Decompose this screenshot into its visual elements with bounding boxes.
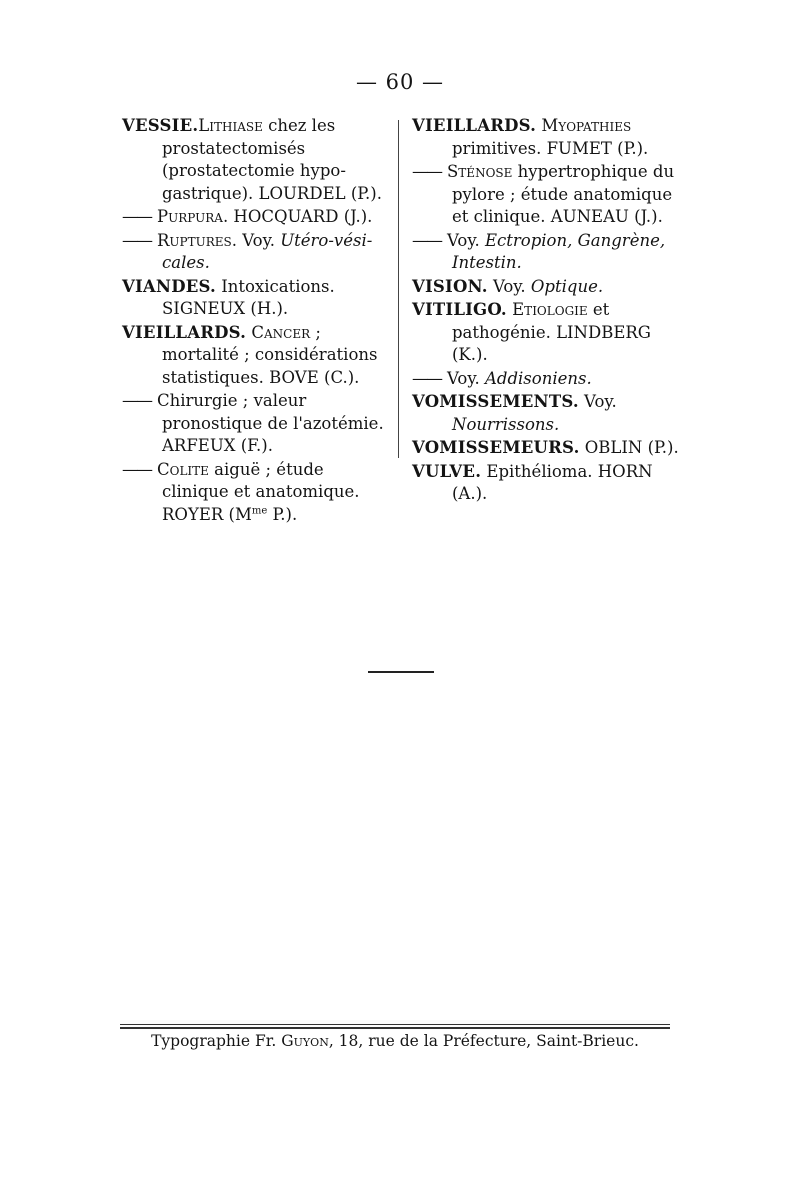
entry-keyword: VOMISSEMEURS. [412, 438, 580, 457]
entry-text: P.). [267, 504, 298, 524]
section-end-rule [368, 671, 434, 673]
entry-keyword: VOMISSEMENTS. [412, 392, 579, 411]
entry-text: Voy. [447, 368, 485, 388]
entry-text: Lithiase [198, 116, 263, 135]
index-entry [412, 437, 680, 460]
index-entry [412, 461, 680, 506]
entry-keyword: VIANDES. [122, 276, 216, 296]
entry-keyword: VULVE. [412, 461, 482, 481]
entry-text: Utéro-vésicales. [162, 230, 373, 272]
index-column-left [122, 115, 394, 527]
printer-footer [0, 1032, 790, 1050]
footer-rule-top [120, 1024, 670, 1025]
entry-keyword: VESSIE. [122, 116, 199, 135]
entry-text: chez les prostatectomisés (prostatectomie hypogastrique). LOURDEL (P.). [162, 116, 382, 203]
index-entry [412, 391, 680, 436]
repeat-dash: —— [122, 207, 151, 226]
entry-keyword: VIEILLARDS. [412, 116, 537, 135]
entry-text: Myopathies [541, 116, 632, 135]
entry-text: me [251, 505, 268, 516]
entry-text: Epithélioma. HORN (A.). [452, 461, 653, 503]
footer-address: , 18, rue de la Préfecture, Saint-Brieuc. [328, 1032, 639, 1050]
entry-text: Intoxications. SIGNEUX (H.). [162, 276, 335, 318]
footer-printer-name: Guyon [281, 1032, 329, 1050]
entry-text: Nourrissons. [452, 414, 560, 434]
repeat-dash: —— [122, 230, 151, 250]
entry-text: Etiologie [512, 300, 588, 319]
page-number: — 60 — [355, 70, 445, 94]
entry-text: . HOCQUARD (J.). [222, 207, 373, 226]
footer-rule-bottom [120, 1027, 670, 1029]
entry-text: Cancer [251, 322, 311, 342]
index-entry [122, 115, 394, 205]
column-divider [398, 120, 399, 458]
entry-text: aiguë ; étude clinique et anatomique. ROYER (M [162, 459, 360, 524]
footer-prefix: Typographie Fr. [151, 1032, 282, 1050]
entry-text: hypertrophique du pylore ; étude anatomique et clinique. AUNEAU (J.). [452, 162, 675, 226]
repeat-dash: —— [412, 368, 441, 388]
index-entry [412, 161, 680, 229]
entry-text: . Voy. [231, 230, 281, 250]
entry-text: Voy. [447, 230, 485, 250]
index-column-right [412, 115, 680, 507]
index-entry [122, 322, 394, 390]
entry-text: ; mortalité ; considérations statistiques. BOVE (C.). [162, 322, 378, 387]
index-entry [122, 206, 394, 229]
index-entry [412, 368, 680, 391]
entry-keyword: VISION. [412, 276, 488, 296]
entry-text: Colite [157, 459, 209, 479]
entry-keyword: VITILIGO. [412, 300, 507, 319]
entry-text: Voy. [487, 276, 531, 296]
entry-text: Ectropion, Gangrène, Intestin. [452, 230, 666, 272]
entry-text: Purpura [157, 207, 223, 226]
entry-text: Chirurgie ; valeur pronostique de l'azotémie. ARFEUX (F.). [157, 391, 384, 455]
index-entry [412, 299, 680, 367]
index-entry [412, 230, 680, 275]
repeat-dash: —— [122, 459, 151, 479]
entry-text: et pathogénie. LINDBERG (K.). [452, 300, 651, 364]
index-entry [122, 459, 394, 527]
entry-text: Sténose [447, 162, 513, 181]
repeat-dash: —— [122, 391, 151, 410]
index-entry [122, 230, 394, 275]
entry-text: Optique. [530, 276, 604, 296]
entry-text: Addisoniens. [484, 368, 592, 388]
index-entry [122, 276, 394, 321]
entry-text: OBLIN (P.). [579, 438, 679, 457]
index-entry [412, 115, 680, 160]
entry-text: primitives. FUMET (P.). [452, 138, 649, 158]
repeat-dash: —— [412, 162, 441, 181]
entry-keyword: VIEILLARDS. [122, 322, 247, 342]
repeat-dash: —— [412, 230, 441, 250]
entry-text: Voy. [578, 392, 617, 411]
entry-text: Ruptures [157, 230, 232, 250]
index-entry [122, 390, 394, 458]
index-entry [412, 276, 680, 299]
